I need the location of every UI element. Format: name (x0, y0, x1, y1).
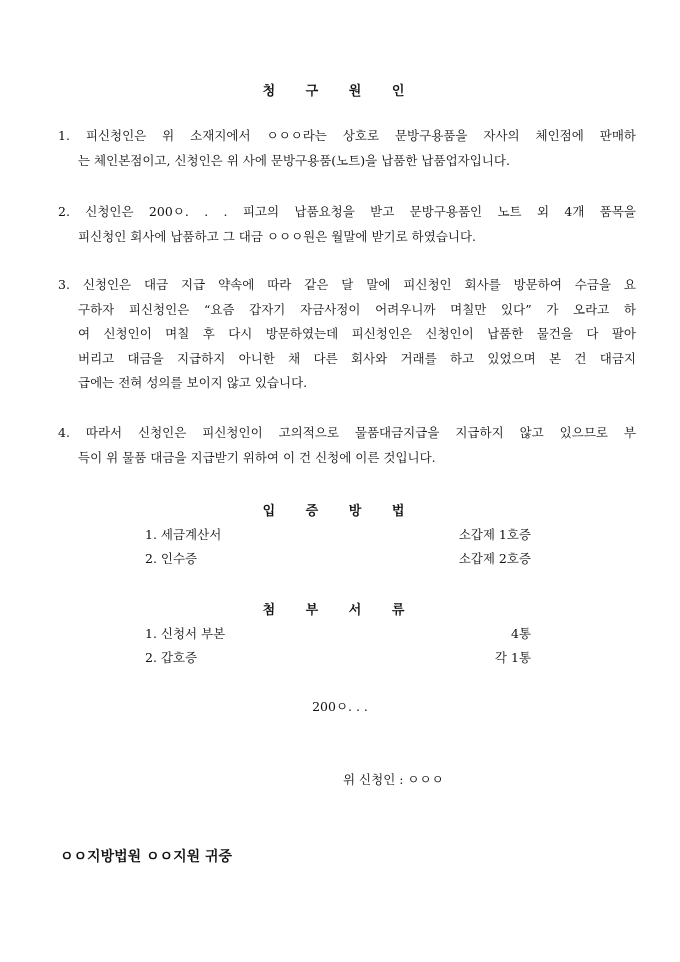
evidence-code: 소갑제 1호증 (458, 527, 531, 542)
evidence-code: 소갑제 2호증 (458, 551, 531, 566)
attachment-row (145, 624, 531, 644)
document-date: 200ㅇ. . . (312, 699, 368, 714)
paragraph-line: 4. 따라서 신청인은 피신청인이 고의적으로 물품대금지급을 지급하지 않고 있으므로 부 (58, 425, 636, 440)
attachment-row (145, 648, 531, 668)
paragraph-line: 3. 신청인은 대금 지급 약속에 따라 같은 달 말에 피신청인 회사를 방문하여 수금을 요 (58, 277, 636, 292)
paragraph-line: 피신청인 회사에 납품하고 그 대금 ㅇㅇㅇ원은 월말에 받기로 하였습니다. (78, 228, 477, 244)
heading-cause: 청 구 원 인 (262, 84, 418, 99)
evidence-row (145, 525, 531, 545)
evidence-item: 1. 세금계산서 (145, 527, 222, 542)
paragraph-line: 급에는 전혀 성의를 보이지 않고 있습니다. (78, 375, 308, 390)
paragraph-line: 는 체인본점이고, 신청인은 위 사에 문방구용품(노트)을 납품한 납품업자입니다. (78, 152, 510, 168)
evidence-item: 2. 인수증 (145, 551, 198, 566)
attachment-count: 각 1통 (494, 650, 531, 665)
paragraph-line: 여 신청인이 며칠 후 다시 방문하였는데 피신청인은 신청인이 납품한 물건을 다 팔아 (78, 326, 636, 341)
paragraph-2 (58, 200, 636, 249)
paragraph-line: 구하자 피신청인은 “요즘 갑자기 자금사정이 어려우니까 며칠만 있다” 가 오라고 하 (78, 301, 636, 317)
paragraph-line: 득이 위 물품 대금을 지급받기 위하여 이 건 신청에 이른 것입니다. (78, 449, 436, 465)
paragraph-1 (58, 124, 636, 173)
signature-line: 위 신청인 : ㅇㅇㅇ (343, 772, 444, 787)
paragraph-line: 버리고 대금을 지급하지 아니한 채 다른 회사와 거래를 하고 있었으며 본 건 대금지 (78, 350, 636, 366)
paragraph-line: 2. 신청인은 200ㅇ. . . 피고의 납품요청을 받고 문방구용품인 노트 외 4개 품목을 (58, 204, 636, 219)
attachment-item: 2. 갑호증 (145, 650, 198, 665)
paragraph-3 (58, 273, 636, 396)
evidence-row (145, 549, 531, 569)
attachment-item: 1. 신청서 부본 (145, 626, 226, 641)
attachment-count: 4통 (510, 626, 531, 641)
paragraph-4 (58, 421, 636, 470)
heading-evidence: 입 증 방 법 (262, 504, 418, 519)
paragraph-line: 1. 피신청인은 위 소재지에서 ㅇㅇㅇ라는 상호로 문방구용품을 자사의 체인점에 판매하 (58, 128, 636, 143)
court-addressee: ㅇㅇ지방법원 ㅇㅇ지원 귀중 (60, 849, 233, 865)
heading-attachments: 첨 부 서 류 (262, 603, 418, 618)
